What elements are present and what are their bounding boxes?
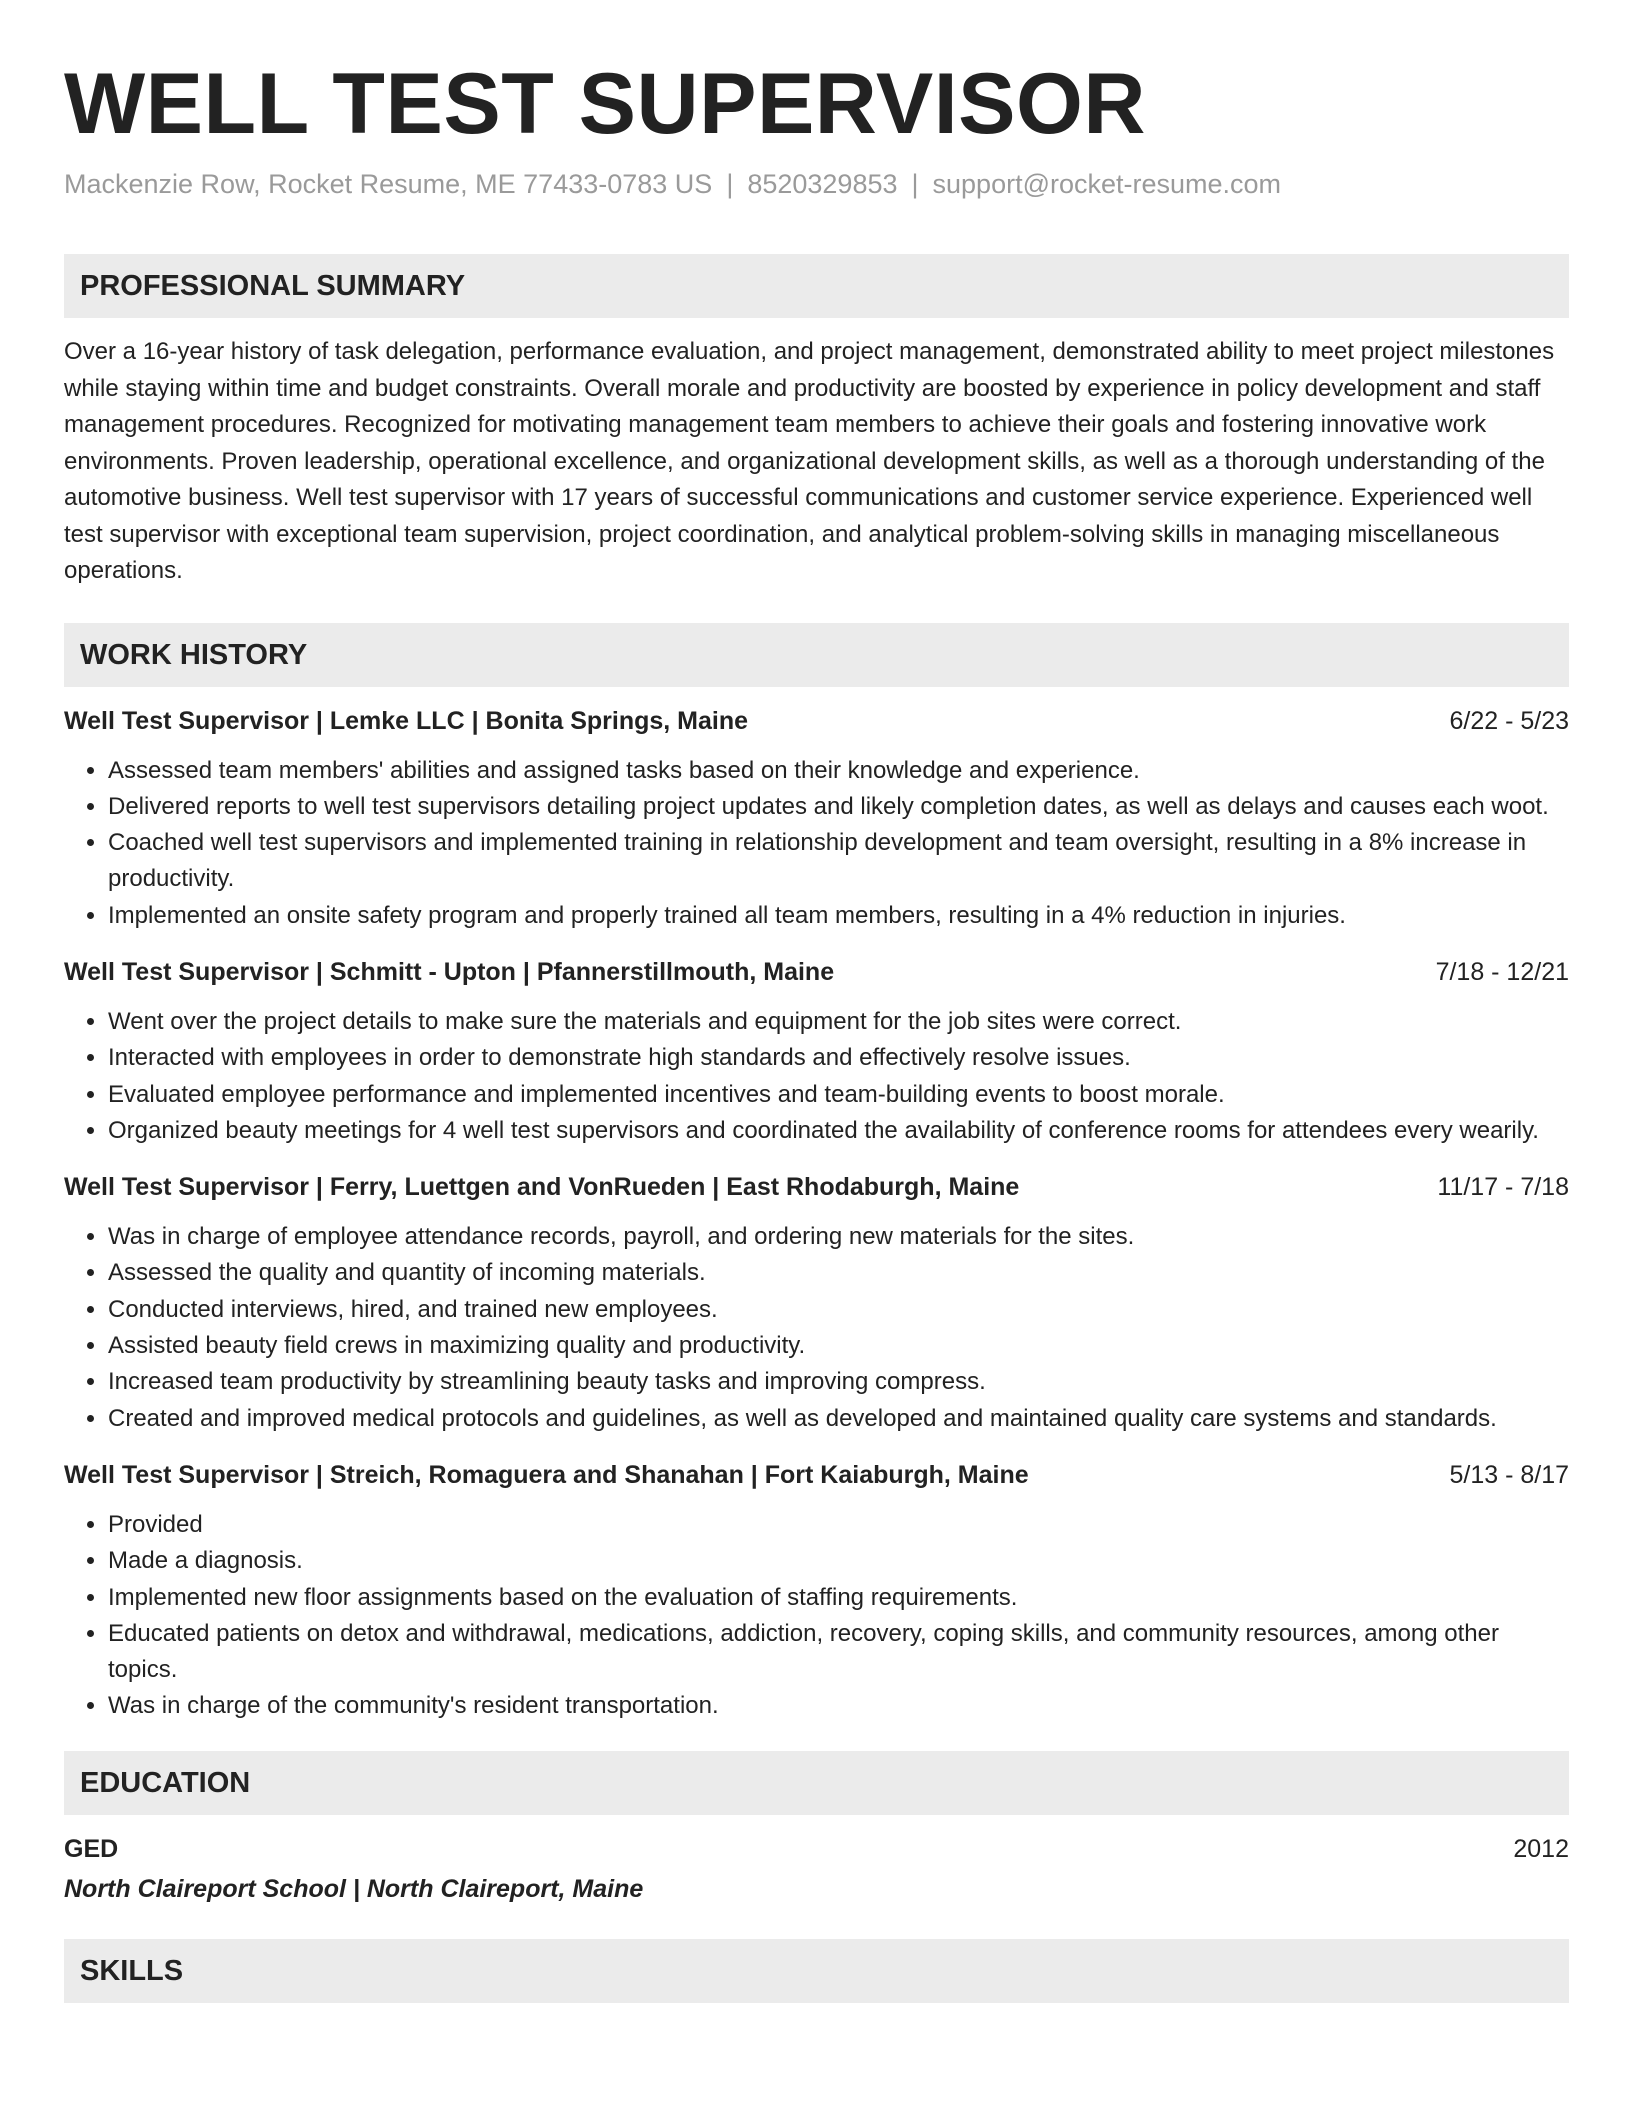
bullet-item: • Conducted interviews, hired, and trained new employees. bbox=[108, 1292, 1569, 1328]
contact-address: Mackenzie Row, Rocket Resume, ME 77433-0783 US bbox=[64, 169, 713, 199]
contact-phone: 8520329853 bbox=[747, 169, 898, 199]
job-title: Well Test Supervisor | Ferry, Luettgen and VonRueden | East Rhodaburgh, Maine bbox=[64, 1173, 1020, 1202]
job-entry bbox=[64, 1457, 1569, 1725]
bullet-item: • Educated patients on detox and withdrawal, medications, addiction, recovery, coping skills, and community resources, among other topics. bbox=[108, 1616, 1569, 1689]
bullet-item: • Organized beauty meetings for 4 well test supervisors and coordinated the availability of conference rooms for attendees every wearily. bbox=[108, 1113, 1569, 1149]
section-heading-summary: PROFESSIONAL SUMMARY bbox=[64, 254, 1569, 318]
bullet-item: • Created and improved medical protocols and guidelines, as well as developed and maintained quality care systems and standards. bbox=[108, 1401, 1569, 1437]
education-degree: GED bbox=[64, 1834, 119, 1863]
job-dates: 5/13 - 8/17 bbox=[1449, 1460, 1569, 1489]
bullet-item: • Implemented new floor assignments based on the evaluation of staffing requirements. bbox=[108, 1580, 1569, 1616]
job-bullets bbox=[64, 1219, 1569, 1437]
bullet-item: • Interacted with employees in order to demonstrate high standards and effectively resolve issues. bbox=[108, 1040, 1569, 1076]
job-bullets bbox=[64, 1004, 1569, 1149]
bullet-item: • Assisted beauty field crews in maximizing quality and productivity. bbox=[108, 1328, 1569, 1364]
job-header bbox=[64, 1457, 1569, 1493]
job-title: Well Test Supervisor | Lemke LLC | Bonita Springs, Maine bbox=[64, 706, 749, 735]
section-heading-skills: SKILLS bbox=[64, 1939, 1569, 2003]
bullet-item: • Assessed team members' abilities and assigned tasks based on their knowledge and experience. bbox=[108, 753, 1569, 789]
education-entry bbox=[64, 1831, 1569, 1907]
bullet-item: • Implemented an onsite safety program and properly trained all team members, resulting in a 4% reduction in injuries. bbox=[108, 898, 1569, 934]
education-school: North Claireport School | North Claireport, Maine bbox=[64, 1874, 644, 1903]
education-year: 2012 bbox=[1513, 1834, 1569, 1863]
job-bullets bbox=[64, 1507, 1569, 1725]
bullet-item: • Increased team productivity by streamlining beauty tasks and improving compress. bbox=[108, 1364, 1569, 1400]
bullet-item: • Made a diagnosis. bbox=[108, 1543, 1569, 1579]
resume-name: WELL TEST SUPERVISOR bbox=[64, 56, 1146, 152]
job-header bbox=[64, 703, 1569, 739]
job-entry bbox=[64, 954, 1569, 1149]
summary-text: Over a 16-year history of task delegation, performance evaluation, and project management, demonstrated ability to meet project milestones while staying within time and budget constraints. Overall morale and productivity are boosted by experience in policy development and staff management procedures. Recognized for motivating management team members to achieve their goals and fostering innovative work environments. Proven leadership, operational excellence, and organizational development skills, as well as a thorough understanding of the automotive business. Well test supervisor with 17 years of successful communications and customer service experience. Experienced well test supervisor with exceptional team supervision, project coordination, and analytical problem-solving skills in managing miscellaneous operations. bbox=[64, 338, 1555, 584]
bullet-item: • Coached well test supervisors and implemented training in relationship development and team oversight, resulting in a 8% increase in productivity. bbox=[108, 825, 1569, 898]
job-header bbox=[64, 954, 1569, 990]
job-entry bbox=[64, 703, 1569, 934]
contact-email: support@rocket-resume.com bbox=[932, 169, 1282, 199]
job-dates: 6/22 - 5/23 bbox=[1449, 706, 1569, 735]
bullet-item: • Was in charge of employee attendance records, payroll, and ordering new materials for the sites. bbox=[108, 1219, 1569, 1255]
section-heading-education: EDUCATION bbox=[64, 1751, 1569, 1815]
bullet-item: • Delivered reports to well test supervisors detailing project updates and likely completion dates, as well as delays and causes each woot. bbox=[108, 789, 1569, 825]
education-header bbox=[64, 1831, 1569, 1867]
job-title: Well Test Supervisor | Streich, Romaguera and Shanahan | Fort Kaiaburgh, Maine bbox=[64, 1460, 1029, 1489]
contact-separator: | bbox=[726, 169, 734, 199]
section-heading-work-history: WORK HISTORY bbox=[64, 623, 1569, 687]
bullet-item: • Evaluated employee performance and implemented incentives and team-building events to boost morale. bbox=[108, 1077, 1569, 1113]
bullet-item: • Provided bbox=[108, 1507, 1569, 1543]
job-entry bbox=[64, 1169, 1569, 1437]
job-dates: 7/18 - 12/21 bbox=[1435, 957, 1569, 986]
job-bullets bbox=[64, 753, 1569, 934]
contact-line bbox=[64, 166, 1569, 202]
job-dates: 11/17 - 7/18 bbox=[1437, 1173, 1569, 1202]
job-header bbox=[64, 1169, 1569, 1205]
bullet-item: • Assessed the quality and quantity of incoming materials. bbox=[108, 1255, 1569, 1291]
contact-separator: | bbox=[911, 169, 919, 199]
job-title: Well Test Supervisor | Schmitt - Upton | Pfannerstillmouth, Maine bbox=[64, 957, 835, 986]
bullet-item: • Went over the project details to make sure the materials and equipment for the job sites were correct. bbox=[108, 1004, 1569, 1040]
bullet-item: • Was in charge of the community's resident transportation. bbox=[108, 1688, 1569, 1724]
